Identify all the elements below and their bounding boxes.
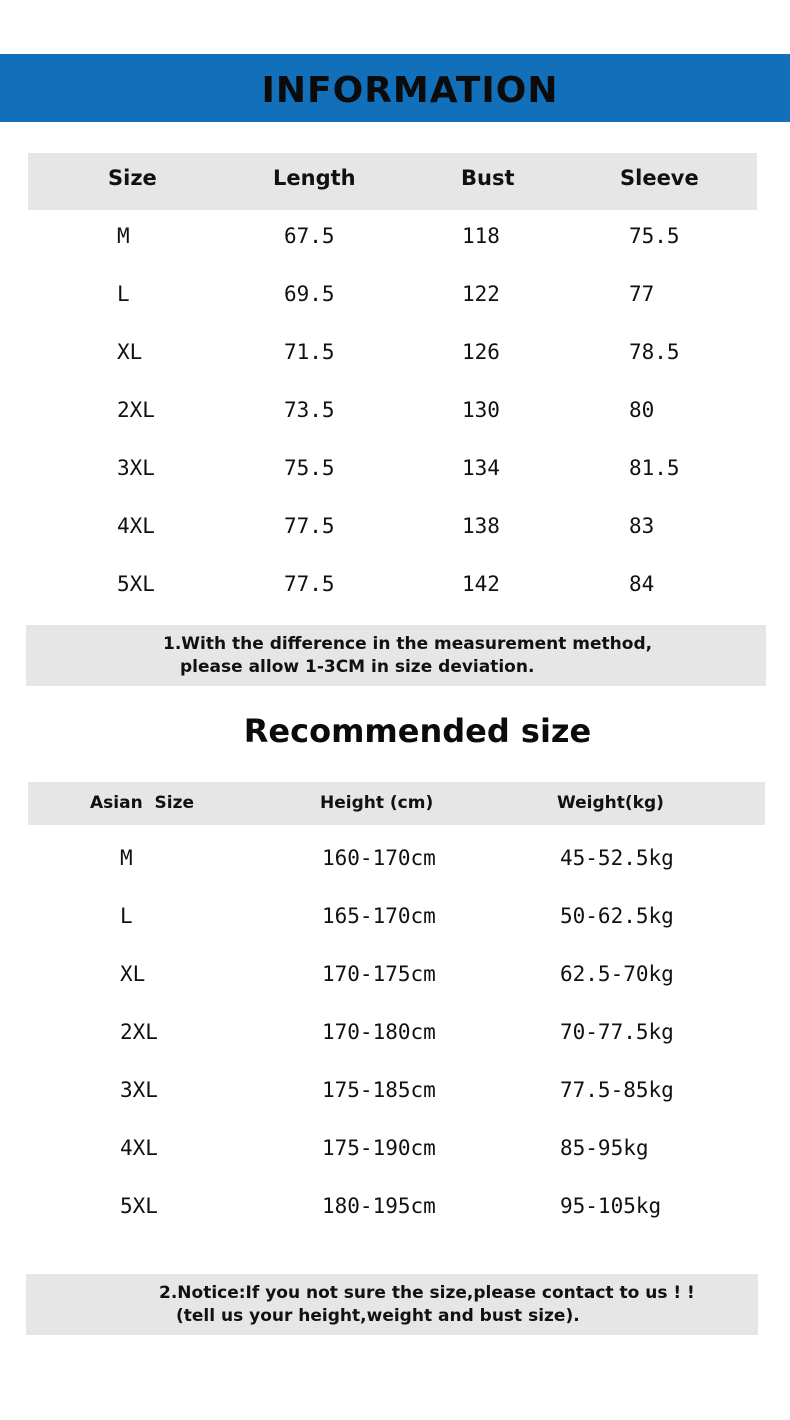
size-cell: 3XL (117, 456, 155, 480)
banner-title: INFORMATION (261, 69, 559, 111)
asian-size-cell: 4XL (120, 1136, 158, 1160)
height-cell: 180-195cm (322, 1194, 436, 1218)
note-line-2: please allow 1-3CM in size deviation. (180, 657, 535, 677)
height-cell: 170-175cm (322, 962, 436, 986)
recommended-table-header (28, 782, 765, 825)
sleeve-cell: 80 (629, 398, 655, 422)
height-cell: 175-185cm (322, 1078, 436, 1102)
size-cell: 2XL (117, 398, 155, 422)
sleeve-cell: 75.5 (629, 224, 680, 248)
weight-cell: 95-105kg (560, 1194, 662, 1218)
measurement-note (26, 625, 766, 686)
length-cell: 67.5 (284, 224, 335, 248)
size-cell: XL (117, 340, 143, 364)
weight-cell: 50-62.5kg (560, 904, 674, 928)
asian-size-cell: 2XL (120, 1020, 158, 1044)
height-cell: 175-190cm (322, 1136, 436, 1160)
notice-line-2: (tell us your height,weight and bust size). (176, 1306, 580, 1326)
weight-cell: 62.5-70kg (560, 962, 674, 986)
weight-cell: 70-77.5kg (560, 1020, 674, 1044)
header-bust: Bust (461, 166, 515, 190)
length-cell: 77.5 (284, 572, 335, 596)
header-weight: Weight(kg) (557, 793, 664, 813)
length-cell: 71.5 (284, 340, 335, 364)
sleeve-cell: 78.5 (629, 340, 680, 364)
asian-size-cell: L (120, 904, 133, 928)
header-length: Length (273, 166, 356, 190)
bust-cell: 130 (462, 398, 500, 422)
bust-cell: 122 (462, 282, 500, 306)
asian-size-cell: 5XL (120, 1194, 158, 1218)
length-cell: 73.5 (284, 398, 335, 422)
bust-cell: 142 (462, 572, 500, 596)
bust-cell: 138 (462, 514, 500, 538)
weight-cell: 77.5-85kg (560, 1078, 674, 1102)
asian-size-cell: 3XL (120, 1078, 158, 1102)
height-cell: 170-180cm (322, 1020, 436, 1044)
length-cell: 77.5 (284, 514, 335, 538)
asian-size-cell: XL (120, 962, 146, 986)
size-table-header (28, 153, 757, 210)
note-line-1: 1.With the difference in the measurement method, (163, 634, 653, 654)
bust-cell: 118 (462, 224, 500, 248)
notice-line-1: 2.Notice:If you not sure the size,please contact to us ! ! (159, 1283, 695, 1303)
weight-cell: 85-95kg (560, 1136, 649, 1160)
header-height: Height (cm) (320, 793, 434, 813)
size-cell: 5XL (117, 572, 155, 596)
header-size: Size (108, 166, 157, 190)
sleeve-cell: 84 (629, 572, 655, 596)
bust-cell: 126 (462, 340, 500, 364)
weight-cell: 45-52.5kg (560, 846, 674, 870)
recommended-size-title: Recommended size (243, 712, 592, 750)
size-contact-note (26, 1274, 758, 1335)
sleeve-cell: 83 (629, 514, 655, 538)
height-cell: 160-170cm (322, 846, 436, 870)
sleeve-cell: 77 (629, 282, 655, 306)
size-cell: 4XL (117, 514, 155, 538)
header-sleeve: Sleeve (620, 166, 699, 190)
asian-size-cell: M (120, 846, 133, 870)
length-cell: 69.5 (284, 282, 335, 306)
bust-cell: 134 (462, 456, 500, 480)
sleeve-cell: 81.5 (629, 456, 680, 480)
header-asian-size: Asian Size (90, 793, 195, 813)
information-banner (0, 54, 790, 122)
length-cell: 75.5 (284, 456, 335, 480)
size-cell: L (117, 282, 130, 306)
height-cell: 165-170cm (322, 904, 436, 928)
size-cell: M (117, 224, 130, 248)
